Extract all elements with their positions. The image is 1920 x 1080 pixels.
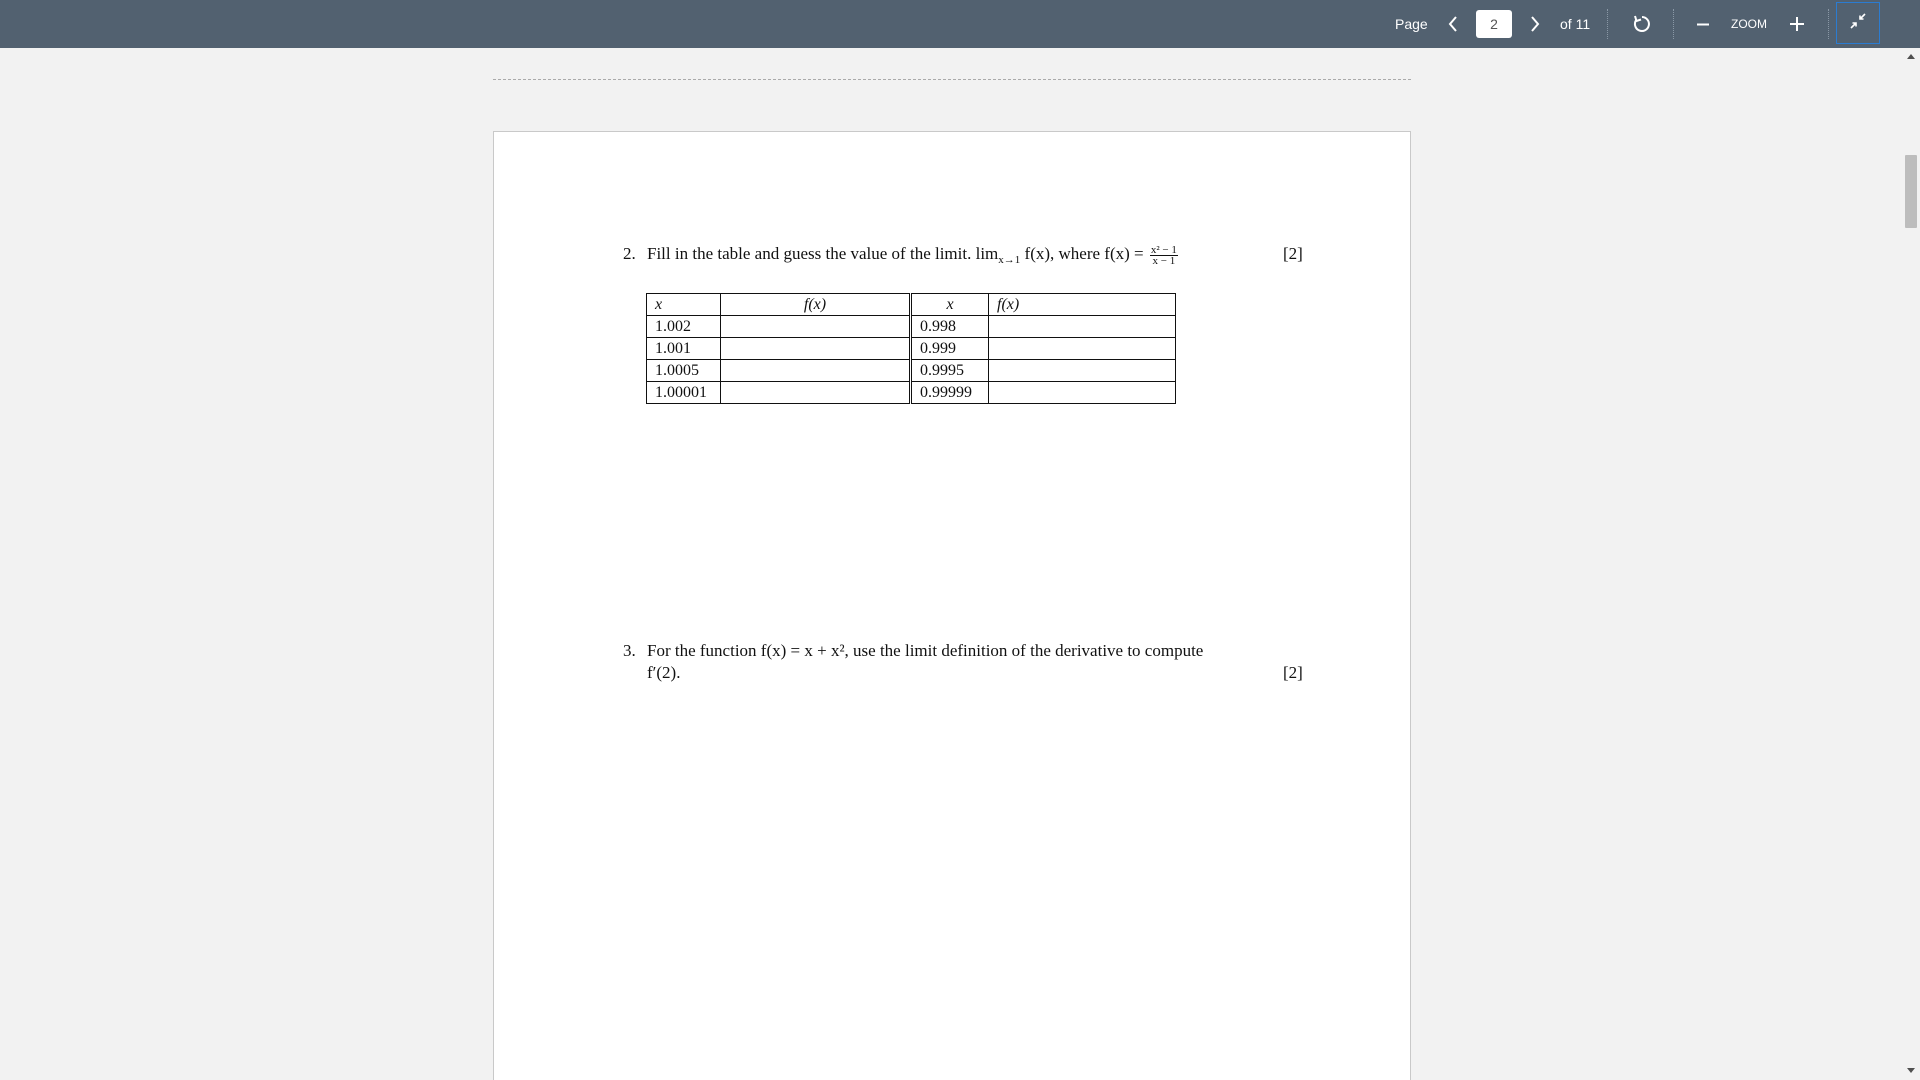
table-cell-blank: [989, 338, 1176, 360]
question-number: 3.: [623, 641, 636, 660]
table-cell-blank: [989, 316, 1176, 338]
table-cell: 0.999: [911, 338, 989, 360]
table-header-row: [647, 294, 1176, 316]
table-row: [647, 338, 1176, 360]
minus-icon[interactable]: [1695, 0, 1711, 48]
table-cell-blank: [721, 382, 911, 404]
table-header-cell: x: [911, 294, 989, 316]
question-text-line-1: For the function f(x) = x + x², use the limit definition of the derivative to compute: [647, 641, 1204, 660]
toolbar-divider: [1828, 9, 1829, 39]
scroll-up-arrow-icon[interactable]: [1907, 54, 1915, 59]
fraction-numerator: x² − 1: [1150, 243, 1177, 256]
toolbar-divider: [1607, 9, 1608, 39]
pdf-toolbar: [0, 0, 1920, 48]
rotate-icon[interactable]: [1630, 0, 1654, 48]
question-text-start: Fill in the table and guess the value of the limit. lim: [647, 244, 999, 263]
table-header-cell: f(x): [989, 294, 1176, 316]
vertical-scrollbar[interactable]: [1902, 48, 1920, 1080]
chevron-left-icon[interactable]: [1444, 0, 1462, 48]
question-2: [623, 243, 1311, 269]
question-marks: [2]: [1283, 244, 1303, 263]
page-number-input[interactable]: [1476, 10, 1512, 38]
scrollbar-thumb[interactable]: [1905, 155, 1917, 228]
table-cell: 1.00001: [647, 382, 721, 404]
chevron-right-icon[interactable]: [1526, 0, 1544, 48]
total-pages-label: of 11: [1560, 16, 1591, 32]
plus-icon[interactable]: [1788, 0, 1806, 48]
toolbar-divider: [1673, 9, 1674, 39]
limit-table: [646, 293, 1176, 404]
question-text-line-2: f′(2).: [647, 663, 681, 682]
pdf-page: [493, 131, 1411, 1080]
question-number: 2.: [623, 244, 636, 263]
question-text-middle: f(x), where f(x) =: [1020, 244, 1148, 263]
table-cell: 1.0005: [647, 360, 721, 382]
table-row: [647, 382, 1176, 404]
exit-fullscreen-button[interactable]: [1836, 2, 1880, 44]
table-row: [647, 360, 1176, 382]
fraction-denominator: x − 1: [1152, 254, 1176, 267]
document-viewer[interactable]: [0, 48, 1902, 1080]
table-cell-blank: [721, 316, 911, 338]
table-cell-blank: [989, 382, 1176, 404]
table-header-cell: f(x): [721, 294, 911, 316]
table-cell: 0.99999: [911, 382, 989, 404]
question-marks: [2]: [1283, 663, 1303, 682]
table-cell-blank: [721, 360, 911, 382]
zoom-label: ZOOM: [1731, 17, 1767, 31]
fraction: [1150, 245, 1178, 266]
collapse-icon: [1849, 12, 1867, 35]
table-cell-blank: [721, 338, 911, 360]
table-cell: 1.002: [647, 316, 721, 338]
question-3: [623, 640, 1311, 688]
question-text: [647, 243, 1180, 271]
page-label: Page: [1395, 16, 1428, 32]
table-header-cell: x: [647, 294, 721, 316]
table-cell: 0.9995: [911, 360, 989, 382]
page-break-divider: [493, 79, 1411, 80]
table-cell: 1.001: [647, 338, 721, 360]
table-cell-blank: [989, 360, 1176, 382]
limit-subscript: x→1: [998, 254, 1021, 266]
scroll-down-arrow-icon[interactable]: [1907, 1068, 1915, 1073]
table-row: [647, 316, 1176, 338]
table-cell: 0.998: [911, 316, 989, 338]
